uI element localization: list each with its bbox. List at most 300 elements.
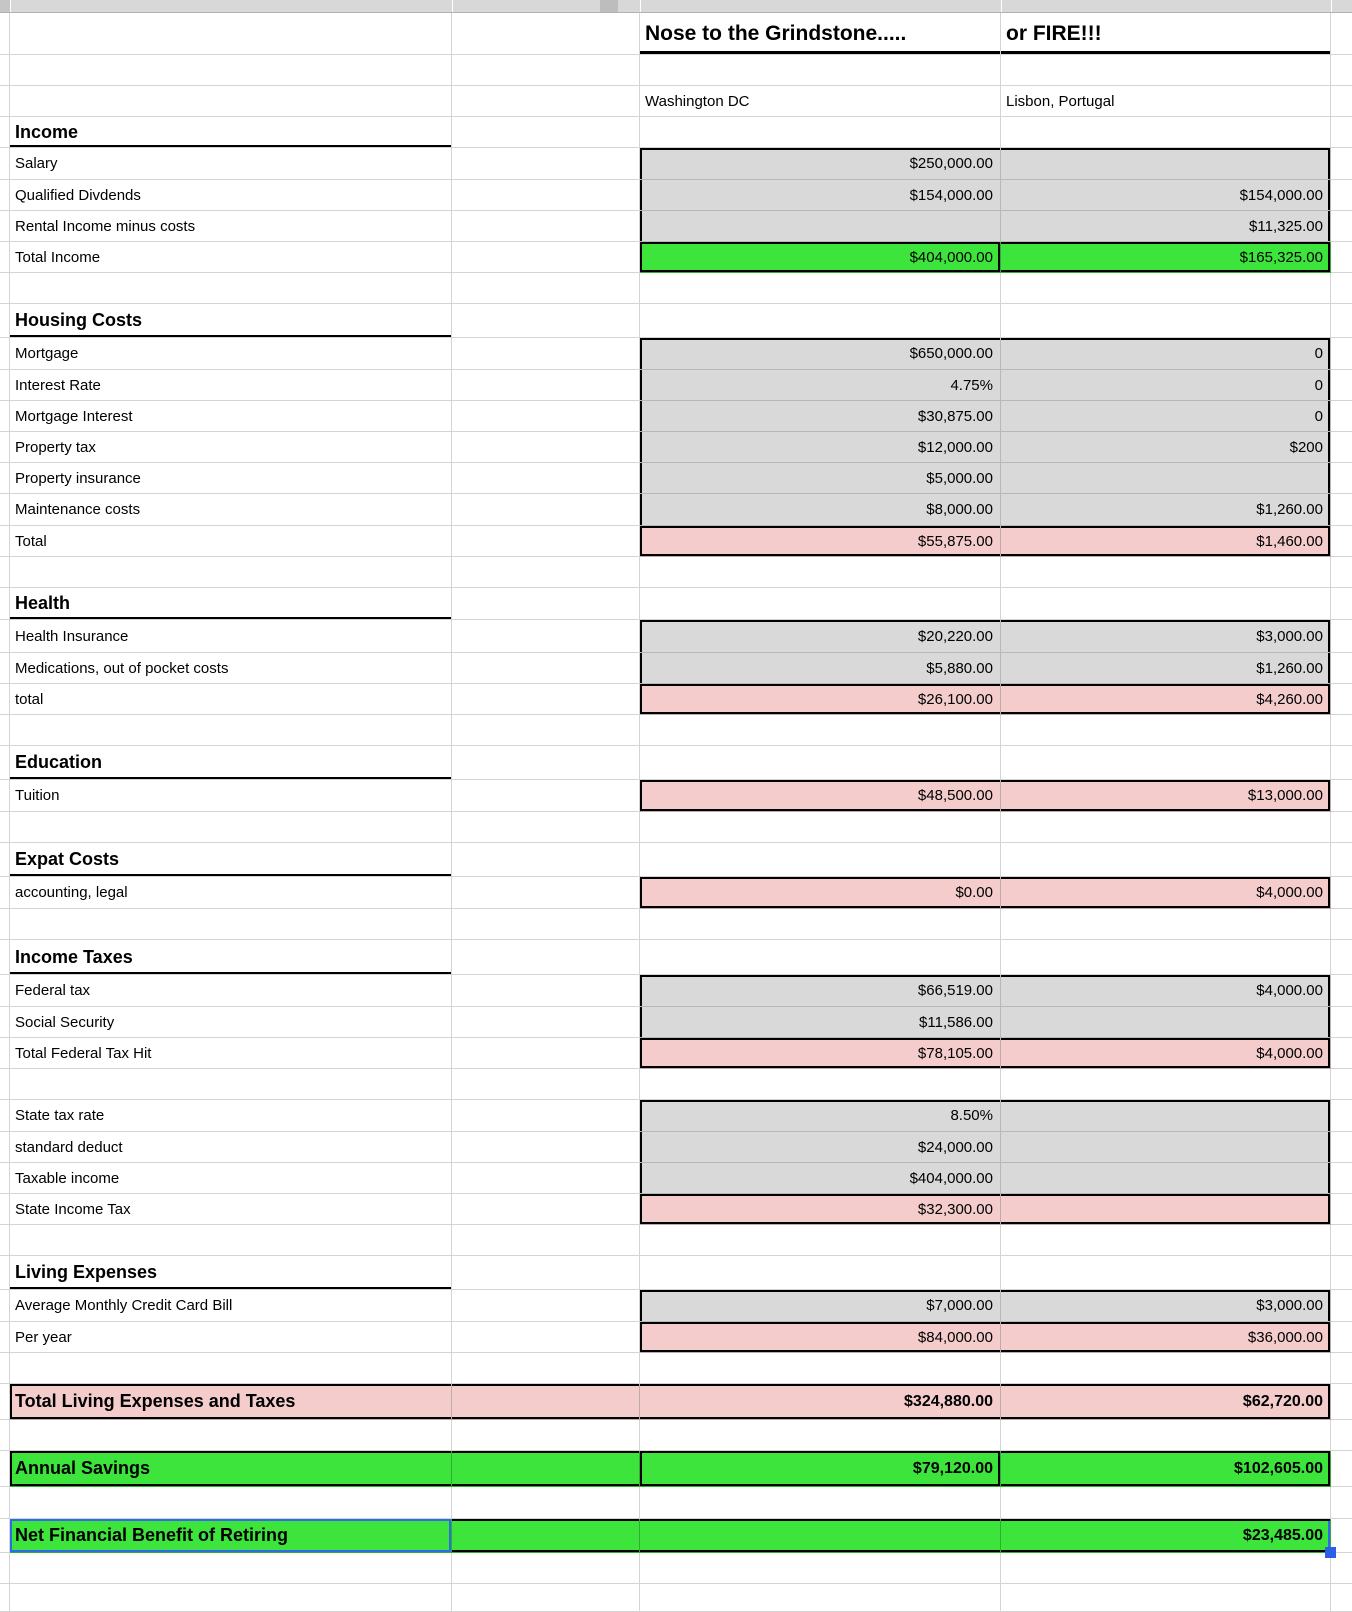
cell-edge-blank-10[interactable] — [0, 1420, 10, 1451]
cell-dc-blank-1[interactable] — [640, 55, 1001, 86]
cell-lisbon-blank-1[interactable] — [1001, 55, 1331, 86]
cell-right-qualified-dividends[interactable] — [1331, 180, 1352, 211]
cell-gap-housing-header[interactable] — [452, 304, 640, 338]
cell-label-salary[interactable]: Salary — [10, 148, 452, 180]
cell-right-blank-6[interactable] — [1331, 909, 1352, 940]
cell-edge-health-insurance[interactable] — [0, 620, 10, 653]
cell-label-living-expenses-header[interactable]: Living Expenses — [10, 1256, 452, 1290]
cell-gap-total-income[interactable] — [452, 242, 640, 273]
cell-label-blank-12[interactable] — [10, 1553, 452, 1584]
cell-dc-housing-total[interactable]: $55,875.00 — [640, 526, 1001, 557]
cell-edge-standard-deduct[interactable] — [0, 1132, 10, 1163]
cell-right-blank-1[interactable] — [1331, 55, 1352, 86]
cell-right-total-living[interactable] — [1331, 1384, 1352, 1420]
cell-edge-salary[interactable] — [0, 148, 10, 180]
cell-dc-property-tax[interactable]: $12,000.00 — [640, 432, 1001, 463]
cell-label-income-header[interactable]: Income — [10, 117, 452, 148]
cell-edge-blank-5[interactable] — [0, 812, 10, 843]
cell-dc-standard-deduct[interactable]: $24,000.00 — [640, 1132, 1001, 1163]
cell-lisbon-health-insurance[interactable]: $3,000.00 — [1001, 620, 1331, 653]
cell-right-social-security[interactable] — [1331, 1007, 1352, 1038]
cell-gap-blank-6[interactable] — [452, 909, 640, 940]
cell-dc-total-living[interactable]: $324,880.00 — [640, 1384, 1001, 1420]
cell-dc-social-security[interactable]: $11,586.00 — [640, 1007, 1001, 1038]
cell-right-salary[interactable] — [1331, 148, 1352, 180]
cell-gap-housing-total[interactable] — [452, 526, 640, 557]
cell-label-title[interactable] — [10, 13, 452, 55]
cell-dc-qualified-dividends[interactable]: $154,000.00 — [640, 180, 1001, 211]
cell-lisbon-blank-12[interactable] — [1001, 1553, 1331, 1584]
cell-right-housing-total[interactable] — [1331, 526, 1352, 557]
cell-label-housing-total[interactable]: Total — [10, 526, 452, 557]
cell-edge-income-taxes-header[interactable] — [0, 940, 10, 975]
cell-right-health-total[interactable] — [1331, 684, 1352, 715]
cell-label-medications[interactable]: Medications, out of pocket costs — [10, 653, 452, 684]
cell-gap-income-header[interactable] — [452, 117, 640, 148]
cell-right-property-tax[interactable] — [1331, 432, 1352, 463]
cell-right-blank-3[interactable] — [1331, 557, 1352, 588]
cell-lisbon-property-insurance[interactable] — [1001, 463, 1331, 494]
cell-edge-avg-credit-card[interactable] — [0, 1290, 10, 1322]
cell-gap-blank-8[interactable] — [452, 1225, 640, 1256]
cell-right-expat-header[interactable] — [1331, 843, 1352, 877]
cell-gap-social-security[interactable] — [452, 1007, 640, 1038]
column-header-strip[interactable] — [0, 0, 1352, 13]
cell-label-accounting-legal[interactable]: accounting, legal — [10, 877, 452, 909]
cell-edge-cities[interactable] — [0, 86, 10, 117]
cell-label-property-insurance[interactable]: Property insurance — [10, 463, 452, 494]
cell-lisbon-income-header[interactable] — [1001, 117, 1331, 148]
cell-dc-per-year[interactable]: $84,000.00 — [640, 1322, 1001, 1353]
cell-label-expat-header[interactable]: Expat Costs — [10, 843, 452, 877]
cell-right-maintenance-costs[interactable] — [1331, 494, 1352, 526]
cell-label-housing-header[interactable]: Housing Costs — [10, 304, 452, 338]
cell-dc-blank-11[interactable] — [640, 1487, 1001, 1519]
cell-dc-accounting-legal[interactable]: $0.00 — [640, 877, 1001, 909]
cell-dc-federal-tax[interactable]: $66,519.00 — [640, 975, 1001, 1007]
cell-dc-annual-savings[interactable]: $79,120.00 — [640, 1451, 1001, 1487]
cell-edge-health-total[interactable] — [0, 684, 10, 715]
cell-dc-blank-9[interactable] — [640, 1353, 1001, 1384]
cell-right-medications[interactable] — [1331, 653, 1352, 684]
cell-lisbon-rental-income[interactable]: $11,325.00 — [1001, 211, 1331, 242]
cell-gap-standard-deduct[interactable] — [452, 1132, 640, 1163]
column-drag-divider[interactable] — [600, 0, 618, 12]
cell-dc-health-header[interactable] — [640, 588, 1001, 620]
cell-lisbon-net-benefit[interactable]: $23,485.00 — [1001, 1519, 1331, 1553]
cell-right-health-header[interactable] — [1331, 588, 1352, 620]
cell-dc-health-total[interactable]: $26,100.00 — [640, 684, 1001, 715]
cell-lisbon-blank-2[interactable] — [1001, 273, 1331, 304]
cell-label-qualified-dividends[interactable]: Qualified Divdends — [10, 180, 452, 211]
cell-lisbon-housing-total[interactable]: $1,460.00 — [1001, 526, 1331, 557]
cell-label-state-income-tax[interactable]: State Income Tax — [10, 1194, 452, 1225]
cell-gap-salary[interactable] — [452, 148, 640, 180]
cell-lisbon-blank-8[interactable] — [1001, 1225, 1331, 1256]
cell-label-blank-7[interactable] — [10, 1069, 452, 1100]
cell-gap-blank-2[interactable] — [452, 273, 640, 304]
cell-dc-state-income-tax[interactable]: $32,300.00 — [640, 1194, 1001, 1225]
cell-right-housing-header[interactable] — [1331, 304, 1352, 338]
cell-lisbon-blank-11[interactable] — [1001, 1487, 1331, 1519]
cell-edge-federal-tax[interactable] — [0, 975, 10, 1007]
cell-lisbon-property-tax[interactable]: $200 — [1001, 432, 1331, 463]
cell-lisbon-maintenance-costs[interactable]: $1,260.00 — [1001, 494, 1331, 526]
cell-right-federal-tax[interactable] — [1331, 975, 1352, 1007]
cell-lisbon-federal-tax[interactable]: $4,000.00 — [1001, 975, 1331, 1007]
cell-edge-social-security[interactable] — [0, 1007, 10, 1038]
cell-gap-property-insurance[interactable] — [452, 463, 640, 494]
cell-dc-taxable-income[interactable]: $404,000.00 — [640, 1163, 1001, 1194]
cell-label-education-header[interactable]: Education — [10, 746, 452, 780]
cell-edge-taxable-income[interactable] — [0, 1163, 10, 1194]
cell-dc-expat-header[interactable] — [640, 843, 1001, 877]
cell-edge-total-income[interactable] — [0, 242, 10, 273]
cell-lisbon-interest-rate[interactable]: 0 — [1001, 370, 1331, 401]
cell-gap-state-income-tax[interactable] — [452, 1194, 640, 1225]
cell-dc-cities[interactable]: Washington DC — [640, 86, 1001, 117]
cell-lisbon-state-tax-rate[interactable] — [1001, 1100, 1331, 1132]
cell-gap-avg-credit-card[interactable] — [452, 1290, 640, 1322]
cell-right-living-expenses-header[interactable] — [1331, 1256, 1352, 1290]
cell-edge-mortgage[interactable] — [0, 338, 10, 370]
cell-gap-per-year[interactable] — [452, 1322, 640, 1353]
cell-dc-income-taxes-header[interactable] — [640, 940, 1001, 975]
cell-gap-total-living[interactable] — [452, 1384, 640, 1420]
cell-label-blank-9[interactable] — [10, 1353, 452, 1384]
cell-edge-housing-total[interactable] — [0, 526, 10, 557]
cell-label-federal-tax[interactable]: Federal tax — [10, 975, 452, 1007]
cell-right-accounting-legal[interactable] — [1331, 877, 1352, 909]
cell-lisbon-living-expenses-header[interactable] — [1001, 1256, 1331, 1290]
cell-gap-blank-3[interactable] — [452, 557, 640, 588]
cell-lisbon-title[interactable]: or FIRE!!! — [1001, 13, 1331, 55]
cell-label-blank-1[interactable] — [10, 55, 452, 86]
cell-dc-state-tax-rate[interactable]: 8.50% — [640, 1100, 1001, 1132]
cell-label-blank-4[interactable] — [10, 715, 452, 746]
cell-right-total-federal-tax[interactable] — [1331, 1038, 1352, 1069]
cell-lisbon-blank-5[interactable] — [1001, 812, 1331, 843]
cell-dc-maintenance-costs[interactable]: $8,000.00 — [640, 494, 1001, 526]
cell-dc-blank-8[interactable] — [640, 1225, 1001, 1256]
cell-edge-blank-1[interactable] — [0, 55, 10, 86]
cell-dc-total-income[interactable]: $404,000.00 — [640, 242, 1001, 273]
cell-lisbon-salary[interactable] — [1001, 148, 1331, 180]
cell-right-cities[interactable] — [1331, 86, 1352, 117]
cell-dc-housing-header[interactable] — [640, 304, 1001, 338]
cell-right-blank-13[interactable] — [1331, 1584, 1352, 1612]
cell-edge-title[interactable] — [0, 13, 10, 55]
cell-right-annual-savings[interactable] — [1331, 1451, 1352, 1487]
cell-dc-blank-5[interactable] — [640, 812, 1001, 843]
cell-gap-annual-savings[interactable] — [452, 1451, 640, 1487]
cell-gap-mortgage[interactable] — [452, 338, 640, 370]
cell-label-taxable-income[interactable]: Taxable income — [10, 1163, 452, 1194]
selected-cell-net-benefit[interactable]: Net Financial Benefit of Retiring — [10, 1519, 452, 1553]
cell-lisbon-accounting-legal[interactable]: $4,000.00 — [1001, 877, 1331, 909]
cell-label-mortgage[interactable]: Mortgage — [10, 338, 452, 370]
cell-right-blank-10[interactable] — [1331, 1420, 1352, 1451]
cell-right-mortgage[interactable] — [1331, 338, 1352, 370]
cell-dc-property-insurance[interactable]: $5,000.00 — [640, 463, 1001, 494]
cell-lisbon-cities[interactable]: Lisbon, Portugal — [1001, 86, 1331, 117]
cell-dc-living-expenses-header[interactable] — [640, 1256, 1001, 1290]
cell-lisbon-tuition[interactable]: $13,000.00 — [1001, 780, 1331, 812]
selection-fill-handle[interactable] — [1325, 1547, 1336, 1558]
cell-dc-salary[interactable]: $250,000.00 — [640, 148, 1001, 180]
cell-label-blank-10[interactable] — [10, 1420, 452, 1451]
cell-lisbon-housing-header[interactable] — [1001, 304, 1331, 338]
cell-dc-tuition[interactable]: $48,500.00 — [640, 780, 1001, 812]
cell-right-blank-4[interactable] — [1331, 715, 1352, 746]
cell-right-health-insurance[interactable] — [1331, 620, 1352, 653]
cell-edge-state-tax-rate[interactable] — [0, 1100, 10, 1132]
cell-dc-medications[interactable]: $5,880.00 — [640, 653, 1001, 684]
cell-lisbon-income-taxes-header[interactable] — [1001, 940, 1331, 975]
cell-label-standard-deduct[interactable]: standard deduct — [10, 1132, 452, 1163]
cell-lisbon-blank-9[interactable] — [1001, 1353, 1331, 1384]
cell-lisbon-per-year[interactable]: $36,000.00 — [1001, 1322, 1331, 1353]
cell-gap-blank-12[interactable] — [452, 1553, 640, 1584]
cell-lisbon-qualified-dividends[interactable]: $154,000.00 — [1001, 180, 1331, 211]
cell-dc-income-header[interactable] — [640, 117, 1001, 148]
cell-label-per-year[interactable]: Per year — [10, 1322, 452, 1353]
cell-edge-expat-header[interactable] — [0, 843, 10, 877]
cell-gap-net-benefit[interactable] — [452, 1519, 640, 1553]
cell-label-blank-11[interactable] — [10, 1487, 452, 1519]
cell-right-blank-9[interactable] — [1331, 1353, 1352, 1384]
cell-edge-blank-9[interactable] — [0, 1353, 10, 1384]
cell-lisbon-blank-7[interactable] — [1001, 1069, 1331, 1100]
cell-right-mortgage-interest[interactable] — [1331, 401, 1352, 432]
cell-gap-blank-9[interactable] — [452, 1353, 640, 1384]
cell-lisbon-total-living[interactable]: $62,720.00 — [1001, 1384, 1331, 1420]
cell-edge-blank-4[interactable] — [0, 715, 10, 746]
cell-right-standard-deduct[interactable] — [1331, 1132, 1352, 1163]
cell-dc-blank-6[interactable] — [640, 909, 1001, 940]
cell-label-total-federal-tax[interactable]: Total Federal Tax Hit — [10, 1038, 452, 1069]
cell-gap-taxable-income[interactable] — [452, 1163, 640, 1194]
cell-gap-qualified-dividends[interactable] — [452, 180, 640, 211]
cell-gap-blank-13[interactable] — [452, 1584, 640, 1612]
cell-label-interest-rate[interactable]: Interest Rate — [10, 370, 452, 401]
cell-gap-expat-header[interactable] — [452, 843, 640, 877]
cell-edge-health-header[interactable] — [0, 588, 10, 620]
cell-edge-interest-rate[interactable] — [0, 370, 10, 401]
cell-lisbon-blank-13[interactable] — [1001, 1584, 1331, 1612]
cell-gap-education-header[interactable] — [452, 746, 640, 780]
cell-lisbon-blank-10[interactable] — [1001, 1420, 1331, 1451]
cell-gap-accounting-legal[interactable] — [452, 877, 640, 909]
cell-lisbon-annual-savings[interactable]: $102,605.00 — [1001, 1451, 1331, 1487]
cell-gap-blank-1[interactable] — [452, 55, 640, 86]
cell-label-rental-income[interactable]: Rental Income minus costs — [10, 211, 452, 242]
cell-gap-medications[interactable] — [452, 653, 640, 684]
cell-label-blank-5[interactable] — [10, 812, 452, 843]
cell-right-income-header[interactable] — [1331, 117, 1352, 148]
cell-edge-blank-13[interactable] — [0, 1584, 10, 1612]
cell-gap-tuition[interactable] — [452, 780, 640, 812]
cell-lisbon-blank-6[interactable] — [1001, 909, 1331, 940]
cell-gap-total-federal-tax[interactable] — [452, 1038, 640, 1069]
cell-lisbon-health-total[interactable]: $4,260.00 — [1001, 684, 1331, 715]
cell-label-annual-savings[interactable]: Annual Savings — [10, 1451, 452, 1487]
cell-right-state-income-tax[interactable] — [1331, 1194, 1352, 1225]
cell-gap-federal-tax[interactable] — [452, 975, 640, 1007]
cell-label-blank-13[interactable] — [10, 1584, 452, 1612]
cell-gap-blank-4[interactable] — [452, 715, 640, 746]
cell-lisbon-total-income[interactable]: $165,325.00 — [1001, 242, 1331, 273]
cell-lisbon-standard-deduct[interactable] — [1001, 1132, 1331, 1163]
cell-edge-maintenance-costs[interactable] — [0, 494, 10, 526]
cell-label-property-tax[interactable]: Property tax — [10, 432, 452, 463]
cell-edge-blank-8[interactable] — [0, 1225, 10, 1256]
cell-edge-blank-6[interactable] — [0, 909, 10, 940]
cell-edge-net-benefit[interactable] — [0, 1519, 10, 1553]
cell-label-state-tax-rate[interactable]: State tax rate — [10, 1100, 452, 1132]
cell-lisbon-mortgage-interest[interactable]: 0 — [1001, 401, 1331, 432]
cell-gap-blank-10[interactable] — [452, 1420, 640, 1451]
cell-gap-blank-11[interactable] — [452, 1487, 640, 1519]
cell-label-total-income[interactable]: Total Income — [10, 242, 452, 273]
cell-label-mortgage-interest[interactable]: Mortgage Interest — [10, 401, 452, 432]
cell-right-blank-8[interactable] — [1331, 1225, 1352, 1256]
cell-right-blank-11[interactable] — [1331, 1487, 1352, 1519]
cell-lisbon-avg-credit-card[interactable]: $3,000.00 — [1001, 1290, 1331, 1322]
cell-gap-blank-5[interactable] — [452, 812, 640, 843]
cell-label-total-living[interactable]: Total Living Expenses and Taxes — [10, 1384, 452, 1420]
cell-dc-title[interactable]: Nose to the Grindstone..... — [640, 13, 1001, 55]
cell-label-health-insurance[interactable]: Health Insurance — [10, 620, 452, 653]
cell-edge-medications[interactable] — [0, 653, 10, 684]
cell-label-blank-6[interactable] — [10, 909, 452, 940]
cell-dc-blank-12[interactable] — [640, 1553, 1001, 1584]
cell-right-blank-7[interactable] — [1331, 1069, 1352, 1100]
cell-gap-blank-7[interactable] — [452, 1069, 640, 1100]
cell-edge-living-expenses-header[interactable] — [0, 1256, 10, 1290]
cell-right-tuition[interactable] — [1331, 780, 1352, 812]
cell-lisbon-mortgage[interactable]: 0 — [1001, 338, 1331, 370]
cell-edge-blank-11[interactable] — [0, 1487, 10, 1519]
cell-label-blank-2[interactable] — [10, 273, 452, 304]
cell-lisbon-total-federal-tax[interactable]: $4,000.00 — [1001, 1038, 1331, 1069]
cell-dc-blank-4[interactable] — [640, 715, 1001, 746]
cell-gap-living-expenses-header[interactable] — [452, 1256, 640, 1290]
cell-gap-title[interactable] — [452, 13, 640, 55]
cell-lisbon-expat-header[interactable] — [1001, 843, 1331, 877]
cell-dc-blank-3[interactable] — [640, 557, 1001, 588]
cell-right-taxable-income[interactable] — [1331, 1163, 1352, 1194]
cell-gap-cities[interactable] — [452, 86, 640, 117]
cell-gap-health-total[interactable] — [452, 684, 640, 715]
cell-dc-rental-income[interactable] — [640, 211, 1001, 242]
cell-edge-qualified-dividends[interactable] — [0, 180, 10, 211]
cell-gap-maintenance-costs[interactable] — [452, 494, 640, 526]
cell-lisbon-medications[interactable]: $1,260.00 — [1001, 653, 1331, 684]
cell-dc-health-insurance[interactable]: $20,220.00 — [640, 620, 1001, 653]
cell-edge-rental-income[interactable] — [0, 211, 10, 242]
cell-edge-state-income-tax[interactable] — [0, 1194, 10, 1225]
cell-right-blank-5[interactable] — [1331, 812, 1352, 843]
cell-label-avg-credit-card[interactable]: Average Monthly Credit Card Bill — [10, 1290, 452, 1322]
cell-gap-health-insurance[interactable] — [452, 620, 640, 653]
cell-right-total-income[interactable] — [1331, 242, 1352, 273]
cell-lisbon-social-security[interactable] — [1001, 1007, 1331, 1038]
cell-dc-avg-credit-card[interactable]: $7,000.00 — [640, 1290, 1001, 1322]
cell-gap-rental-income[interactable] — [452, 211, 640, 242]
cell-dc-total-federal-tax[interactable]: $78,105.00 — [640, 1038, 1001, 1069]
cell-label-income-taxes-header[interactable]: Income Taxes — [10, 940, 452, 975]
cell-gap-property-tax[interactable] — [452, 432, 640, 463]
cell-edge-annual-savings[interactable] — [0, 1451, 10, 1487]
cell-label-cities[interactable] — [10, 86, 452, 117]
cell-right-income-taxes-header[interactable] — [1331, 940, 1352, 975]
cell-lisbon-education-header[interactable] — [1001, 746, 1331, 780]
cell-lisbon-blank-3[interactable] — [1001, 557, 1331, 588]
cell-edge-blank-12[interactable] — [0, 1553, 10, 1584]
cell-edge-per-year[interactable] — [0, 1322, 10, 1353]
cell-right-interest-rate[interactable] — [1331, 370, 1352, 401]
cell-dc-education-header[interactable] — [640, 746, 1001, 780]
cell-label-tuition[interactable]: Tuition — [10, 780, 452, 812]
cell-lisbon-taxable-income[interactable] — [1001, 1163, 1331, 1194]
cell-label-social-security[interactable]: Social Security — [10, 1007, 452, 1038]
cell-edge-housing-header[interactable] — [0, 304, 10, 338]
cell-edge-income-header[interactable] — [0, 117, 10, 148]
cell-lisbon-state-income-tax[interactable] — [1001, 1194, 1331, 1225]
cell-edge-property-tax[interactable] — [0, 432, 10, 463]
cell-label-blank-3[interactable] — [10, 557, 452, 588]
cell-right-title[interactable] — [1331, 13, 1352, 55]
cell-edge-total-living[interactable] — [0, 1384, 10, 1420]
cell-edge-blank-3[interactable] — [0, 557, 10, 588]
sheet-corner-box[interactable] — [0, 0, 11, 12]
cell-edge-total-federal-tax[interactable] — [0, 1038, 10, 1069]
cell-edge-mortgage-interest[interactable] — [0, 401, 10, 432]
cell-lisbon-health-header[interactable] — [1001, 588, 1331, 620]
cell-dc-mortgage[interactable]: $650,000.00 — [640, 338, 1001, 370]
cell-gap-state-tax-rate[interactable] — [452, 1100, 640, 1132]
cell-right-per-year[interactable] — [1331, 1322, 1352, 1353]
cell-right-rental-income[interactable] — [1331, 211, 1352, 242]
cell-gap-interest-rate[interactable] — [452, 370, 640, 401]
cell-right-property-insurance[interactable] — [1331, 463, 1352, 494]
cell-label-health-total[interactable]: total — [10, 684, 452, 715]
cell-dc-blank-2[interactable] — [640, 273, 1001, 304]
cell-dc-mortgage-interest[interactable]: $30,875.00 — [640, 401, 1001, 432]
cell-label-blank-8[interactable] — [10, 1225, 452, 1256]
cell-dc-blank-7[interactable] — [640, 1069, 1001, 1100]
cell-right-avg-credit-card[interactable] — [1331, 1290, 1352, 1322]
cell-edge-accounting-legal[interactable] — [0, 877, 10, 909]
cell-edge-blank-7[interactable] — [0, 1069, 10, 1100]
cell-gap-health-header[interactable] — [452, 588, 640, 620]
cell-dc-net-benefit[interactable] — [640, 1519, 1001, 1553]
cell-right-education-header[interactable] — [1331, 746, 1352, 780]
cell-dc-blank-13[interactable] — [640, 1584, 1001, 1612]
cell-edge-tuition[interactable] — [0, 780, 10, 812]
cell-right-blank-2[interactable] — [1331, 273, 1352, 304]
cell-edge-blank-2[interactable] — [0, 273, 10, 304]
cell-gap-income-taxes-header[interactable] — [452, 940, 640, 975]
cell-edge-property-insurance[interactable] — [0, 463, 10, 494]
cell-gap-mortgage-interest[interactable] — [452, 401, 640, 432]
cell-dc-blank-10[interactable] — [640, 1420, 1001, 1451]
cell-lisbon-blank-4[interactable] — [1001, 715, 1331, 746]
cell-edge-education-header[interactable] — [0, 746, 10, 780]
cell-dc-interest-rate[interactable]: 4.75% — [640, 370, 1001, 401]
cell-right-state-tax-rate[interactable] — [1331, 1100, 1352, 1132]
